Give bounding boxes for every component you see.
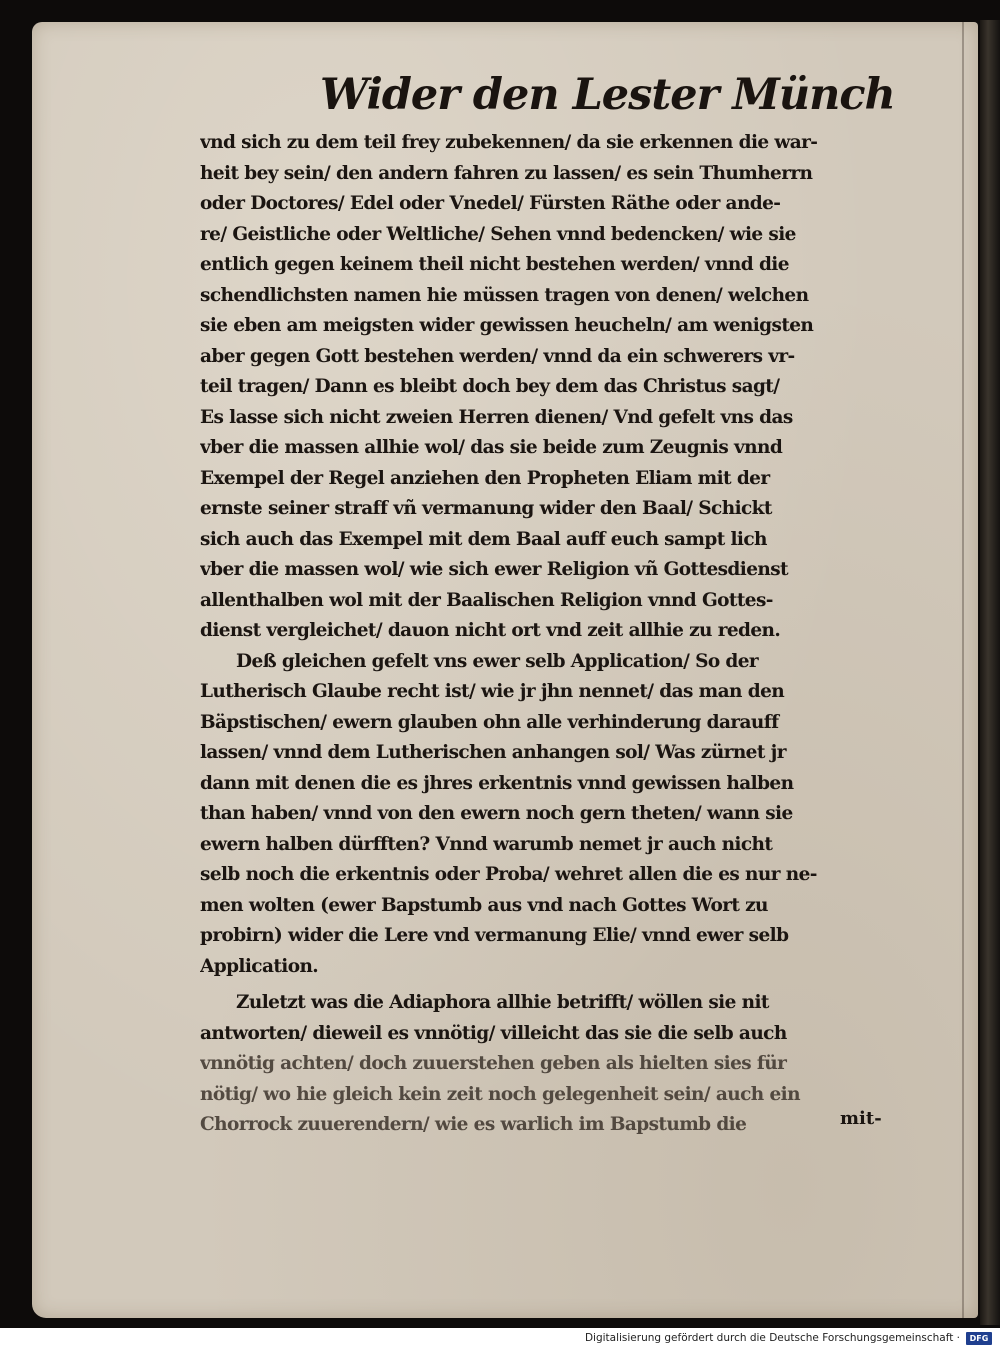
footer-bar <box>0 1328 1000 1350</box>
text-line: vber die massen allhie wol/ das sie beide zum Zeugnis vnnd <box>200 437 783 458</box>
text-line: vnnötig achten/ doch zuuerstehen geben als hielten sies für <box>200 1053 787 1074</box>
text-line: Chorrock zuuerendern/ wie es warlich im Bapstumb die <box>200 1114 747 1135</box>
text-line: nötig/ wo hie gleich kein zeit noch gelegenheit sein/ auch ein <box>200 1083 800 1105</box>
text-line: sie eben am meigsten wider gewissen heucheln/ am wenigsten <box>200 315 814 336</box>
text-line: heit bey sein/ den andern fahren zu lassen/ es sein Thumherrn <box>200 162 813 184</box>
text-line: oder Doctores/ Edel oder Vnedel/ Fürsten Räthe oder ande- <box>200 193 781 214</box>
text-line: men wolten (ewer Bapstumb aus vnd nach Gottes Wort zu <box>200 894 768 916</box>
text-line: teil tragen/ Dann es bleibt doch bey dem das Christus sagt/ <box>200 376 780 397</box>
text-line: Lutherisch Glaube recht ist/ wie jr jhn nennet/ das man den <box>200 681 785 702</box>
text-line: Exempel der Regel anziehen den Propheten Eliam mit der <box>200 467 770 489</box>
text-line: re/ Geistliche oder Weltliche/ Sehen vnnd bedencken/ wie sie <box>200 223 796 245</box>
text-line: dienst vergleichet/ dauon nicht ort vnd zeit allhie zu reden. <box>200 620 781 641</box>
text-line: sich auch das Exempel mit dem Baal auff euch sampt lich <box>200 528 767 550</box>
text-line: Application. <box>200 955 319 977</box>
catchword: mit- <box>840 1108 882 1129</box>
text-line: vber die massen wol/ wie sich ewer Religion vñ Gottesdienst <box>200 559 788 580</box>
running-head: Wider den Lester Münch <box>320 70 895 120</box>
text-line: vnd sich zu dem teil frey zubekennen/ da sie erkennen die war- <box>200 132 818 153</box>
text-line: antworten/ dieweil es vnnötig/ villeicht das sie die selb auch <box>200 1022 787 1044</box>
text-line: ernste seiner straff vñ vermanung wider den Baal/ Schickt <box>200 498 772 519</box>
text-line: Es lasse sich nicht zweien Herren dienen/ Vnd gefelt vns das <box>200 406 793 428</box>
text-line: probirn) wider die Lere vnd vermanung Elie/ vnnd ewer selb <box>200 925 789 946</box>
page-fold-shadow <box>962 22 964 1318</box>
text-line: lassen/ vnnd dem Lutherischen anhangen sol/ Was zürnet jr <box>200 742 786 763</box>
text-line: allenthalben wol mit der Baalischen Religion vnnd Gottes- <box>200 589 773 611</box>
paragraph-1 <box>200 128 900 647</box>
paragraph-2 <box>200 647 900 983</box>
body-text <box>200 128 900 1141</box>
text-line: Deß gleichen gefelt vns ewer selb Application/ So der <box>236 650 759 672</box>
text-line: dann mit denen die es jhres erkentnis vnnd gewissen halben <box>200 772 794 794</box>
dfg-logo: DFG <box>966 1332 992 1345</box>
book-fore-edge <box>980 20 1000 1325</box>
text-line: selb noch die erkentnis oder Proba/ wehret allen die es nur ne- <box>200 864 817 885</box>
text-line: Bäpstischen/ ewern glauben ohn alle verhinderung darauff <box>200 711 779 733</box>
text-line: schendlichsten namen hie müssen tragen von denen/ welchen <box>200 284 809 306</box>
text-line: Zuletzt was die Adiaphora allhie betrifft/ wöllen sie nit <box>236 992 769 1013</box>
text-line: ewern halben dürfften? Vnnd warumb nemet jr auch nicht <box>200 833 773 855</box>
text-line: entlich gegen keinem theil nicht bestehen werden/ vnnd die <box>200 254 789 275</box>
text-line: than haben/ vnnd von den ewern noch gern theten/ wann sie <box>200 803 793 824</box>
text-line: aber gegen Gott bestehen werden/ vnnd da ein schwerers vr- <box>200 345 795 367</box>
funding-credit: Digitalisierung gefördert durch die Deutsche Forschungsgemeinschaft · <box>584 1332 960 1344</box>
paragraph-3 <box>200 988 900 1141</box>
